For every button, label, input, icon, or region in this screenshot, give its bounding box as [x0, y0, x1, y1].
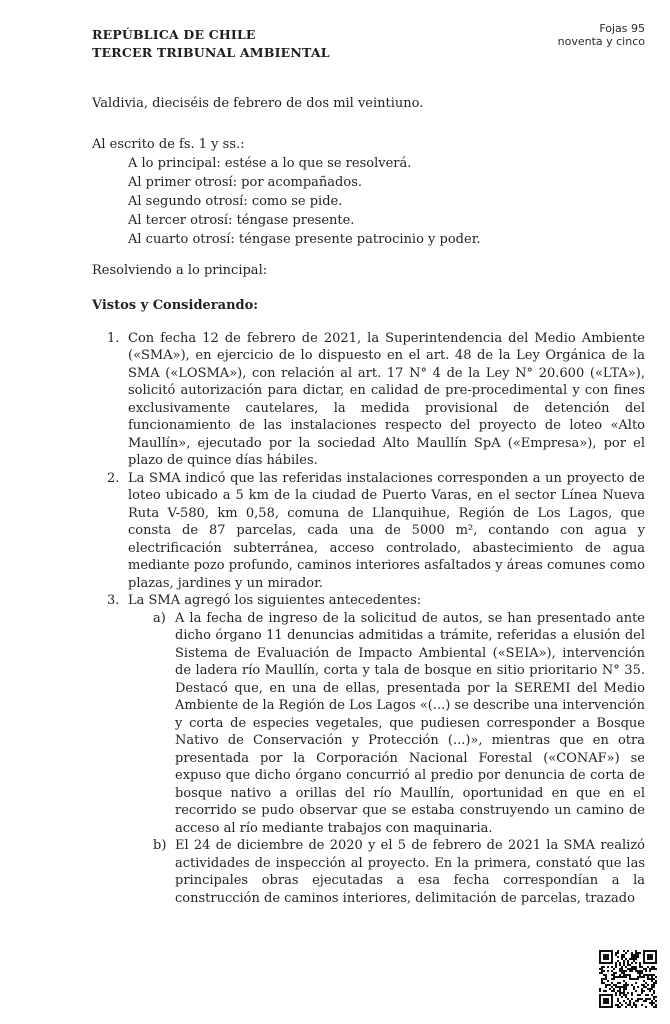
- tribunal-line: TERCER TRIBUNAL AMBIENTAL: [92, 45, 330, 60]
- item-number: 2.: [107, 470, 120, 486]
- item-text-with-sublist: [128, 592, 645, 907]
- petition-intro: Al escrito de fs. 1 y ss.:: [92, 136, 245, 152]
- petition-item: Al tercer otrosí: téngase presente.: [128, 212, 355, 228]
- tribunal-name: [92, 26, 330, 62]
- antecedents-sublist: [128, 610, 645, 908]
- subitem-marker: a): [153, 610, 166, 626]
- document-body: [0, 95, 670, 907]
- fojas-words: noventa y cinco: [557, 35, 645, 48]
- subitem-text: El 24 de diciembre de 2020 y el 5 de febrero de 2021 la SMA realizó actividades de inspección al proyecto. En la primera, constató que las principales obras ejecutadas a esa fecha correspondían a la construcción de caminos interiores, delimitación de parcelas, trazado: [175, 838, 645, 906]
- subitem: [153, 837, 645, 907]
- considerations-list: [92, 330, 645, 908]
- fojas-stamp: [558, 22, 645, 48]
- item-text: La SMA indicó que las referidas instalaciones corresponden a un proyecto de loteo ubicado a 5 km de la ciudad de Puerto Varas, en el sector Línea Nueva Ruta V-580, km 0,58, comuna de Llanquihue, Región de Los Lagos, que consta de 87 parcelas, cada una de 5000 m², contando con agua y electrificación subterránea, acceso controlado, abastecimiento de agua mediante pozo profundo, caminos interiores asfaltados y áreas comunes como plazas, jardines y un mirador.: [128, 470, 645, 591]
- consideration-item: [92, 470, 645, 593]
- item-text: Con fecha 12 de febrero de 2021, la Superintendencia del Medio Ambiente («SMA»), en ejercicio de lo dispuesto en el art. 48 de la Ley Orgánica de la SMA («LOSMA»), con relación al art. 17 N° 4 de la Ley N° 20.600 («LTA»), solicitó autorización para dictar, en calidad de pre-procedimental y con fines exclusivamente cautelares, la medida provisional de detención del funcionamiento de las instalaciones respecto del proyecto de loteo «Alto Maullín», ejecutado por la sociedad Alto Maullín SpA («Empresa»), por el plazo de quince días hábiles.: [128, 330, 645, 468]
- item-number: 3.: [107, 593, 120, 608]
- item-number: 1.: [107, 330, 120, 346]
- republic-line: REPÚBLICA DE CHILE: [92, 27, 256, 42]
- petition-item: Al cuarto otrosí: téngase presente patrocinio y poder.: [128, 231, 481, 247]
- section-heading: Vistos y Considerando:: [92, 298, 259, 313]
- fojas-number: Fojas 95: [599, 22, 645, 35]
- subitem-marker: b): [153, 838, 167, 853]
- item-text: La SMA agregó los siguientes antecedentes:: [128, 593, 422, 608]
- petition-block: [92, 135, 645, 249]
- resolution-line: Resolviendo a lo principal:: [92, 262, 268, 278]
- subitem-text: A la fecha de ingreso de la solicitud de autos, se han presentado ante dicho órgano 11 denuncias admitidas a trámite, referidas a elusión del Sistema de Evaluación de Impacto Ambiental («SEIA»), intervención de ladera río Maullín, corta y tala de bosque en sitio prioritario N° 35. Destacó que, en una de ellas, presentada por la SEREMI del Medio Ambiente de la Región de Los Lagos «(...) se describe una intervención y corta de especies vegetales, que pudiesen corresponder a Bosque Nativo de Conservación y Protección (...)», mientras que en otra presentada por la Corporación Nacional Forestal («CONAF») se expuso que dicho órgano concurrió al predio por denuncia de corta de bosque nativo a orillas del río Maullín, oportunidad en que en el recorrido se pudo observar que se estaba construyendo un camino de acceso al río mediante trabajos con maquinaria.: [175, 610, 645, 836]
- petition-item: A lo principal: estése a lo que se resolverá.: [128, 155, 412, 171]
- petition-item: Al segundo otrosí: como se pide.: [128, 193, 343, 209]
- date-line: Valdivia, dieciséis de febrero de dos mil veintiuno.: [92, 96, 424, 111]
- qr-code: [599, 950, 657, 1008]
- document-header: [0, 0, 670, 62]
- subitem: [153, 610, 645, 838]
- consideration-item: [92, 592, 645, 907]
- consideration-item: [92, 330, 645, 470]
- petition-item: Al primer otrosí: por acompañados.: [128, 174, 362, 190]
